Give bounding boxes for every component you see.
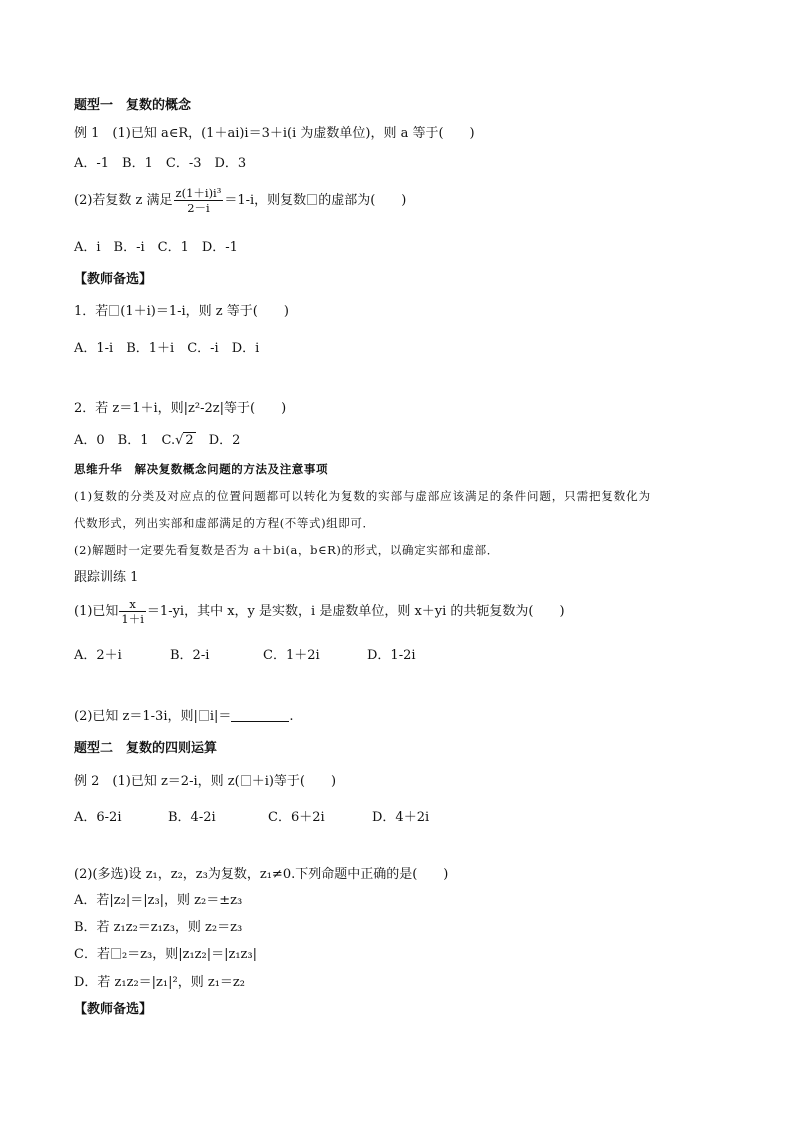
sqrt-symbol: √ 2 [175, 433, 194, 448]
track1-fraction-denominator: 1＋i [121, 612, 144, 626]
ex2-optc-prefix: C．若 [74, 947, 110, 962]
teacher-reserve-label-1: 【教师备选】 [74, 272, 153, 287]
example-1-part-1: 例 1 (1)已知 a∈R，(1＋ai)i＝3＋i(i 为虚数单位)，则 a 等于( ) [74, 126, 475, 141]
ex1-part2-middle: ＝1-i，则复数 [224, 193, 307, 208]
answer-blank [231, 709, 289, 722]
ex2-option-b: B．4-2i [168, 810, 216, 825]
ex2-part1-prefix: 例 2 (1)已知 z＝2-i，则 z( [74, 774, 240, 789]
ex1-part2-suffix: 的虚部为( ) [318, 193, 407, 208]
ex1-fraction [174, 186, 224, 215]
example-2-part-1-options [74, 809, 429, 827]
conjugate-z1-placeholder [111, 948, 121, 959]
example-2-option-d: D．若 z₁z₂＝|z₁|²，则 z₁＝z₂ [74, 975, 245, 990]
thinking-summary-point-1a: (1)复数的分类及对应点的位置问题都可以转化为复数的实部与虚部应该满足的条件问题，只需把复数化为 [74, 489, 651, 503]
track1-fraction [119, 597, 146, 626]
track1-q2-prefix: (2)已知 z＝1-3i，则| [74, 709, 198, 724]
conjugate-z-placeholder [199, 710, 209, 721]
thinking-summary-point-1b: 代数形式，列出实部和虚部满足的方程(不等式)组即可． [74, 516, 375, 530]
teacher-question-2-options [74, 432, 240, 450]
conjugate-z-placeholder [307, 194, 317, 205]
tq1-prefix: 1．若 [74, 304, 109, 319]
tracking-exercise-1-title: 跟踪训练 1 [74, 570, 139, 585]
track1-option-c: C．1＋2i [263, 648, 320, 663]
ex1-part2-prefix: (2)若复数 z 满足 [74, 193, 173, 208]
ex2-optc-suffix: ₂＝z₃，则|z₁z₂|＝|z₁z₃| [121, 947, 257, 962]
conjugate-z-placeholder [109, 305, 119, 316]
track1-fraction-numerator: x [119, 597, 146, 612]
example-1-part-2-options: A．i B．-i C．1 D．-1 [74, 240, 238, 255]
teacher-question-2: 2．若 z＝1＋i，则|z²-2z|等于( ) [74, 401, 287, 416]
track1-option-a: A．2＋i [74, 648, 122, 663]
ex2-option-c: C．6＋2i [268, 810, 325, 825]
track1-q1-suffix: ＝1-yi，其中 x，y 是实数，i 是虚数单位，则 x＋yi 的共轭复数为( ) [146, 604, 565, 619]
track1-q2-end: . [289, 709, 294, 724]
thinking-summary-title: 思维升华 解决复数概念问题的方法及注意事项 [74, 462, 329, 476]
example-2-part-1 [74, 773, 336, 791]
track1-q1-prefix: (1)已知 [74, 604, 119, 619]
track1-option-b: B．2-i [170, 648, 210, 663]
teacher-reserve-label-2: 【教师备选】 [74, 1002, 153, 1017]
tracking-exercise-1-question-1 [74, 597, 565, 626]
section-heading-2: 题型二 复数的四则运算 [74, 741, 218, 756]
example-2-part-2: (2)(多选)设 z₁，z₂，z₃为复数，z₁≠0.下列命题中正确的是( ) [74, 867, 449, 882]
section-heading-1: 题型一 复数的概念 [74, 98, 192, 113]
example-2-option-c [74, 946, 257, 964]
conjugate-z-placeholder [241, 775, 251, 786]
tracking-exercise-1-question-2 [74, 708, 294, 726]
tq2-opts-suffix: D．2 [195, 433, 241, 448]
thinking-summary-point-2: (2)解题时一定要先看复数是否为 a＋bi(a，b∈R)的形式，以确定实部和虚部． [74, 543, 499, 557]
ex2-option-a: A．6-2i [74, 810, 122, 825]
teacher-question-1 [74, 303, 289, 321]
example-1-part-1-options: A．-1 B．1 C．-3 D．3 [74, 156, 247, 171]
tq1-suffix: (1＋i)＝1-i，则 z 等于( ) [120, 304, 289, 319]
example-2-option-b: B．若 z₁z₂＝z₁z₃，则 z₂＝z₃ [74, 920, 243, 935]
track1-option-d: D．1-2i [367, 648, 416, 663]
sqrt-radicand: 2 [185, 433, 194, 448]
example-1-part-2 [74, 186, 406, 215]
track1-q2-middle: i|＝ [209, 709, 232, 724]
teacher-question-1-options: A．1-i B．1＋i C．-i D．i [74, 341, 260, 356]
ex2-option-d: D．4＋2i [372, 810, 430, 825]
ex1-fraction-numerator: z(1＋i)i³ [175, 186, 222, 200]
tracking-exercise-1-question-1-options [74, 647, 416, 665]
example-2-option-a: A．若|z₂|＝|z₃|，则 z₂＝±z₃ [74, 893, 243, 908]
ex2-part1-suffix: ＋i)等于( ) [251, 774, 337, 789]
tq2-opts-prefix: A．0 B．1 C. [74, 433, 176, 448]
ex1-fraction-denominator: 2－i [187, 201, 210, 215]
